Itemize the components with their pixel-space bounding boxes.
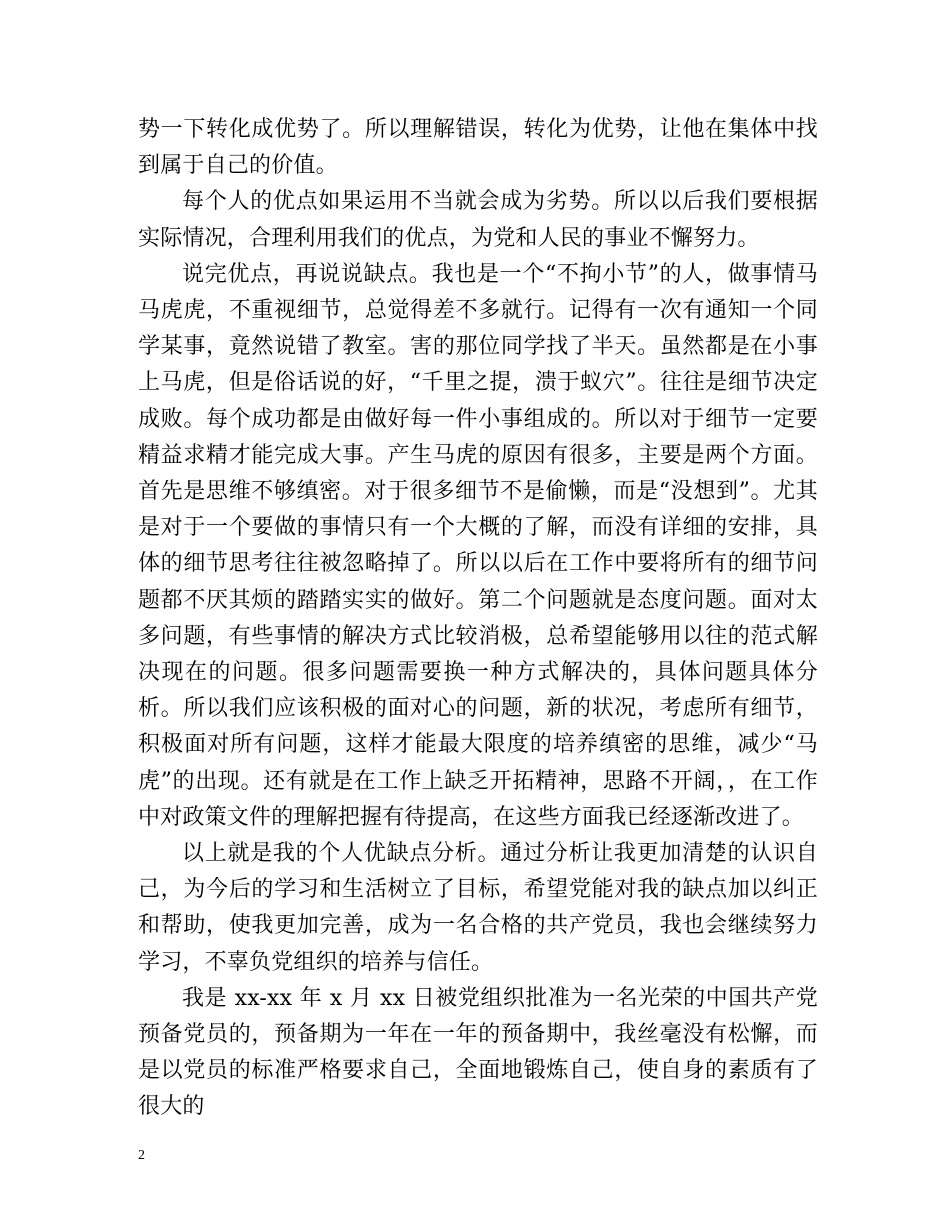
body-text	[138, 112, 818, 1126]
paragraph-probation: 我是 xx-xx 年 x 月 xx 日被党组织批准为一名光荣的中国共产党预备党员的，预备期为一年在一年的预备期中，我丝毫没有松懈，而是以党员的标准严格要求自己，全面地锻炼自己，使自身的素质有了很大的	[138, 985, 818, 1120]
paragraph-strengths-summary: 每个人的优点如果运用不当就会成为劣势。所以以后我们要根据实际情况，合理利用我们的优点，为党和人民的事业不懈努力。	[138, 189, 818, 251]
page-number: 2	[138, 1148, 145, 1163]
paragraph-weaknesses: 说完优点，再说说缺点。我也是一个“不拘小节”的人，做事情马马虎虎，不重视细节，总觉得差不多就行。记得有一次有通知一个同学某事，竟然说错了教室。害的那位同学找了半天。虽然都是在小事上马虎，但是俗话说的好，“千里之提，溃于蚁穴”。往往是细节决定成败。每个成功都是由做好每一件小事组成的。所以对于细节一定要精益求精才能完成大事。产生马虎的原因有很多，主要是两个方面。首先是思维不够缜密。对于很多细节不是偷懒，而是“没想到”。尤其是对于一个要做的事情只有一个大概的了解，而没有详细的安排，具体的细节思考往往被忽略掉了。所以以后在工作中要将所有的细节问题都不厌其烦的踏踏实实的做好。第二个问题就是态度问题。面对太多问题，有些事情的解决方式比较消极，总希望能够用以往的范式解决现在的问题。很多问题需要换一种方式解决的，具体问题具体分析。所以我们应该积极的面对心的问题，新的状况，考虑所有细节，积极面对所有问题，这样才能最大限度的培养缜密的思维，减少“马虎”的出现。还有就是在工作上缺乏开拓精神，思路不开阔，，在工作中对政策文件的理解把握有待提高，在这些方面我已经逐渐改进了。	[138, 261, 818, 830]
paragraph-continuation: 势一下转化成优势了。所以理解错误，转化为优势，让他在集体中找到属于自己的价值。	[138, 117, 818, 179]
paragraph-conclusion: 以上就是我的个人优缺点分析。通过分析让我更加清楚的认识自己，为今后的学习和生活树立了目标，希望党能对我的缺点加以纠正和帮助，使我更加完善，成为一名合格的共产党员，我也会继续努力学习，不辜负党组织的培养与信任。	[138, 841, 818, 975]
